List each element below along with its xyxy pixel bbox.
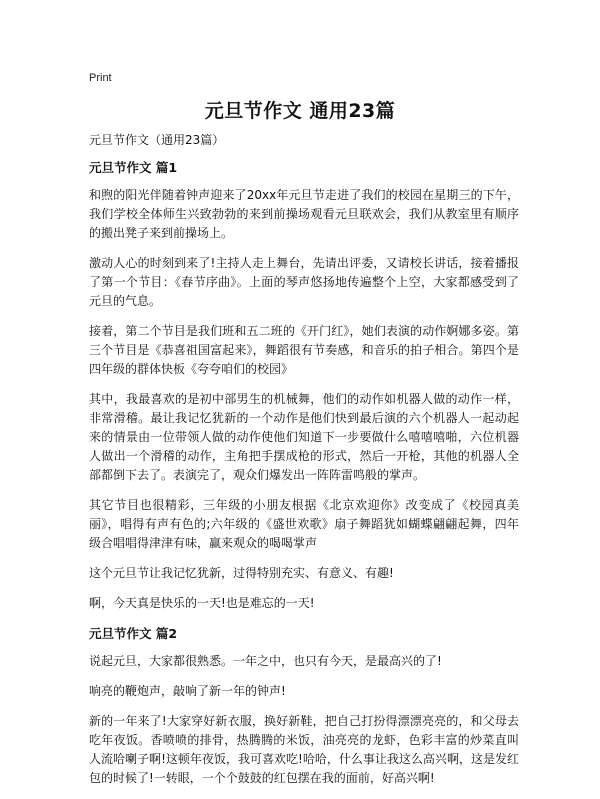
paragraph: 说起元旦，大家都很熟悉。一年之中，也只有今天，是最高兴的了! — [89, 654, 442, 668]
paragraph: 其中，我最喜欢的是初中部男生的机械舞，他们的动作如机器人做的动作一样，非常滑稽。最让我记忆犹新的一个动作是他们快到最后演的六个机器人一起动起来的情景由一位带领人做的动作使他们知道下一步要做什么嘻嘻嘻啪，六位机器人做出一个滑稽的动作，主角把手摆成枪的形式，然后一开枪，其他的机器人全部都倒下去了。表演完了，观众们爆发出一阵阵雷鸣般的掌声。 — [89, 392, 519, 482]
section-heading: 元旦节作文 篇1 — [89, 160, 178, 175]
print-label[interactable]: Print — [89, 72, 112, 84]
paragraph: 啊，今天真是快乐的一天!也是难忘的一天! — [89, 596, 315, 610]
paragraph: 接着，第二个节目是我们班和五二班的《开门红》，她们表演的动作婀娜多姿。第三个节目是《恭喜祖国富起来》，舞蹈很有节奏感，和音乐的拍子相合。第四个是四年级的群体快板《夸夸咱们的校园》 — [89, 324, 519, 376]
section-1 — [89, 158, 519, 613]
page-title: 元旦节作文 通用23篇 — [204, 100, 396, 122]
paragraph: 这个元旦节让我记忆犹新，过得特别充实、有意义、有趣! — [89, 566, 394, 580]
paragraph: 和煦的阳光伴随着钟声迎来了20xx年元旦节走进了我们的校园在星期三的下午，我们学校全体师生兴致勃勃的来到前操场观看元旦联欢会，我们从教室里有顺序的搬出凳子来到前操场上。 — [89, 188, 519, 240]
paragraph: 新的一年来了!大家穿好新衣服，换好新鞋，把自己打扮得漂漂亮亮的，和父母去吃年夜饭。香喷喷的排骨，热腾腾的米饭，油亮亮的龙虾，色彩丰富的炒菜直叫人流哈喇子啊!这顿年夜饭，我可喜欢吃!哈哈，什么事让我这么高兴啊，这是发红包的时候了!一转眼，一个个鼓鼓的红包摆在我的面前，好高兴啊! — [89, 714, 519, 785]
article-body — [89, 158, 519, 799]
paragraph: 激动人心的时刻到来了!主持人走上舞台，先请出评委，又请校长讲话，接着播报了第一个节目：《春节序曲》。上面的琴声悠扬地传遍整个上空，大家都感受到了元旦的气息。 — [89, 256, 519, 308]
section-heading: 元旦节作文 篇2 — [89, 626, 178, 641]
paragraph: 响亮的鞭炮声，敲响了新一年的钟声! — [89, 684, 286, 698]
paragraph: 其它节目也很精彩，三年级的小朋友根据《北京欢迎你》改变成了《校园真美丽》，唱得有声有色的;六年级的《盛世欢歌》扇子舞蹈犹如蝴蝶翩翩起舞，四年级合唱唱得津津有味，赢来观众的喝喝掌声 — [89, 498, 519, 550]
section-2 — [89, 624, 519, 788]
page-subtitle: 元旦节作文（通用23篇） — [89, 133, 225, 147]
